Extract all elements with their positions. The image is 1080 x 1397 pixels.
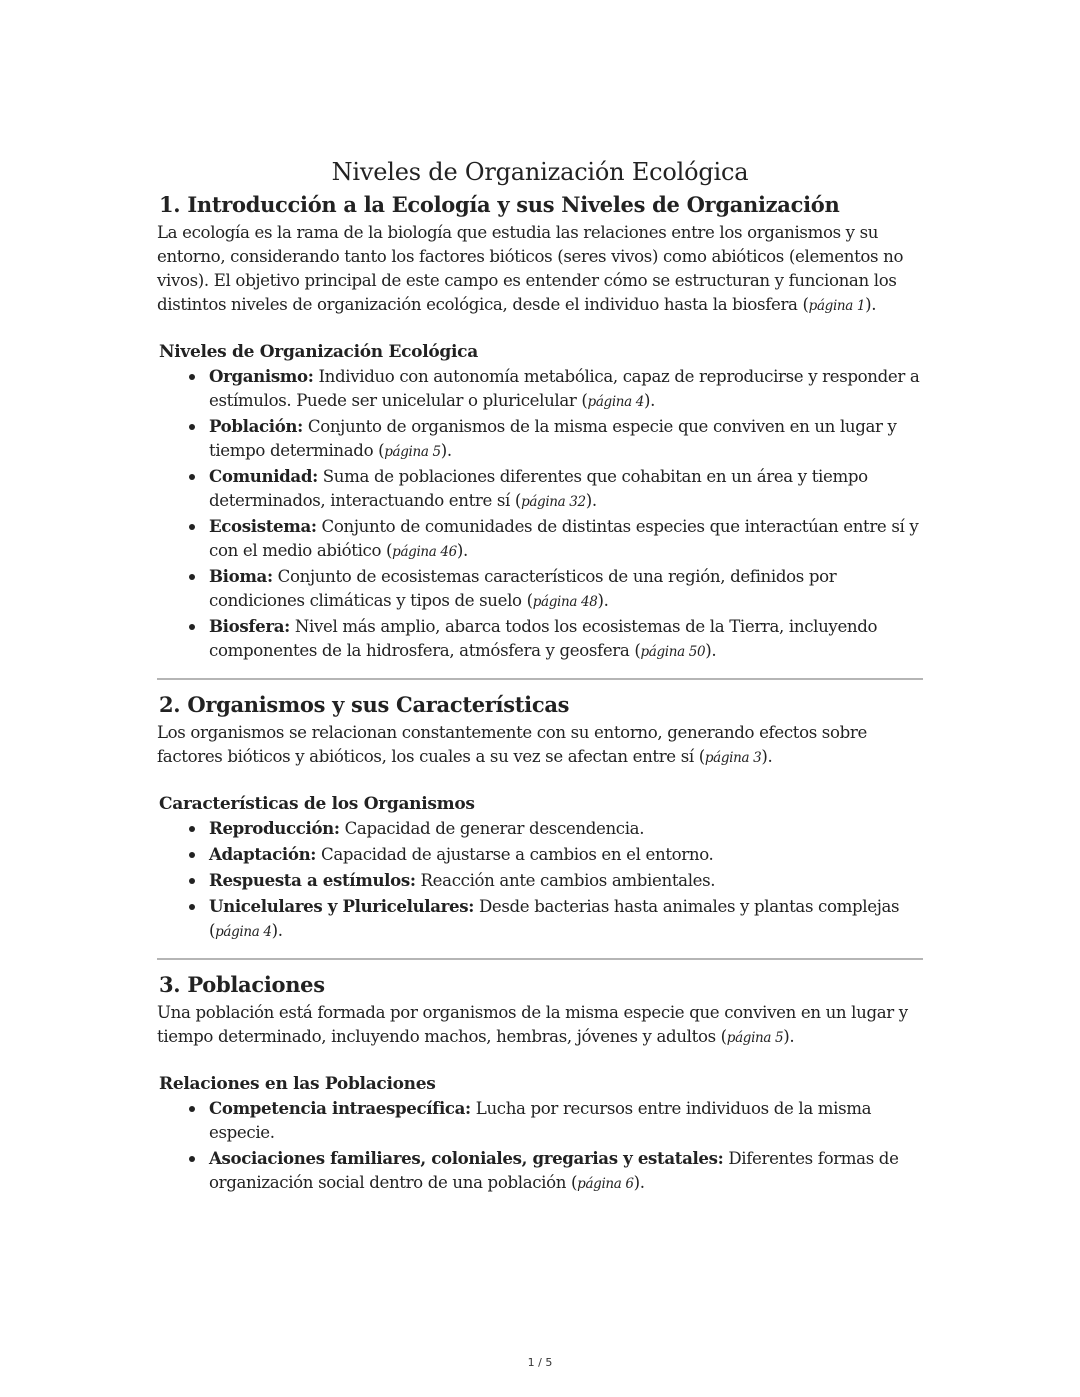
page-reference: página 3 xyxy=(704,750,762,766)
item-text: Suma de poblaciones diferentes que cohabitan en un área y tiempo determinados, interactuando entre sí ( xyxy=(209,467,868,510)
page-reference: página 4 xyxy=(587,394,645,410)
list-item xyxy=(209,816,923,842)
list-item xyxy=(209,842,923,868)
paragraph-text: Los organismos se relacionan constantemente con su entorno, generando efectos sobre factores bióticos y abióticos, los cuales a su vez se afectan entre sí ( xyxy=(157,723,867,766)
list-item xyxy=(209,514,923,564)
item-text: Reacción ante cambios ambientales. xyxy=(415,871,716,890)
list-item xyxy=(209,564,923,614)
section-organismos xyxy=(157,692,923,944)
item-term: Comunidad: xyxy=(209,466,318,486)
item-text: Capacidad de generar descendencia. xyxy=(339,819,645,838)
page-reference: página 48 xyxy=(532,594,598,610)
section-divider xyxy=(157,678,923,680)
section-heading: 3. Poblaciones xyxy=(159,972,325,997)
item-end: ). xyxy=(440,441,452,460)
item-term: Población: xyxy=(209,416,303,436)
item-term: Unicelulares y Pluricelulares: xyxy=(209,896,475,916)
list-item xyxy=(209,868,923,894)
item-end: ). xyxy=(271,921,283,940)
section-introduccion xyxy=(157,192,923,664)
list-item xyxy=(209,894,923,944)
page-reference: página 46 xyxy=(392,544,457,560)
document-page xyxy=(157,158,923,1196)
section-heading: 1. Introducción a la Ecología y sus Niveles de Organización xyxy=(159,192,840,217)
paragraph-end: ). xyxy=(865,295,877,314)
subsection-heading: Niveles de Organización Ecológica xyxy=(159,342,478,362)
item-end: ). xyxy=(633,1173,645,1192)
section-paragraph xyxy=(157,721,923,770)
section-paragraph xyxy=(157,1001,923,1050)
item-text: Desde bacterias hasta animales y plantas complejas ( xyxy=(209,897,900,940)
item-term: Organismo: xyxy=(209,366,314,386)
page-reference: página 4 xyxy=(215,924,272,940)
document-title: Niveles de Organización Ecológica xyxy=(331,158,749,186)
paragraph-end: ). xyxy=(761,747,773,766)
item-end: ). xyxy=(585,491,597,510)
subsection-heading: Características de los Organismos xyxy=(159,794,475,814)
paragraph-text: La ecología es la rama de la biología que estudia las relaciones entre los organismos y su entorno, considerando tanto los factores bióticos (seres vivos) como abióticos (elementos no vivos). El objetivo principal de este campo es entender cómo se estructuran y funcionan los distintos niveles de organización ecológica, desde el individuo hasta la biosfera ( xyxy=(157,223,904,314)
item-text: Conjunto de comunidades de distintas especies que interactúan entre sí y con el medio abiótico ( xyxy=(209,517,919,560)
item-term: Biosfera: xyxy=(209,616,290,636)
paragraph-end: ). xyxy=(783,1027,795,1046)
page-reference: página 50 xyxy=(640,644,706,660)
item-term: Bioma: xyxy=(209,566,273,586)
page-reference: página 5 xyxy=(384,444,441,460)
list-item xyxy=(209,1096,923,1146)
item-term: Ecosistema: xyxy=(209,516,317,536)
item-term: Asociaciones familiares, coloniales, gregarias y estatales: xyxy=(209,1148,724,1168)
item-end: ). xyxy=(456,541,468,560)
list-item xyxy=(209,414,923,464)
item-text: Conjunto de ecosistemas característicos de una región, definidos por condiciones climáticas y tipos de suelo ( xyxy=(209,567,837,610)
page-reference: página 1 xyxy=(808,298,866,314)
item-end: ). xyxy=(597,591,609,610)
section-poblaciones xyxy=(157,972,923,1196)
item-end: ). xyxy=(644,391,656,410)
list-item xyxy=(209,614,923,664)
item-text: Diferentes formas de organización social dentro de una población ( xyxy=(209,1149,899,1192)
page-reference: página 5 xyxy=(726,1030,784,1046)
page-reference: página 32 xyxy=(521,494,586,510)
subsection-heading: Relaciones en las Poblaciones xyxy=(159,1074,436,1094)
section-heading: 2. Organismos y sus Características xyxy=(159,692,570,717)
section-paragraph xyxy=(157,221,923,318)
list-item xyxy=(209,464,923,514)
item-text: Individuo con autonomía metabólica, capaz de reproducirse y responder a estímulos. Puede ser unicelular o pluricelular ( xyxy=(209,367,920,410)
item-term: Competencia intraespecífica: xyxy=(209,1098,471,1118)
paragraph-text: Una población está formada por organismos de la misma especie que conviven en un lugar y tiempo determinado, incluyendo machos, hembras, jóvenes y adultos ( xyxy=(157,1003,908,1046)
item-end: ). xyxy=(705,641,717,660)
item-text: Capacidad de ajustarse a cambios en el entorno. xyxy=(316,845,714,864)
item-text: Lucha por recursos entre individuos de la misma especie. xyxy=(209,1099,872,1142)
item-term: Adaptación: xyxy=(209,844,317,864)
section-divider xyxy=(157,958,923,960)
item-term: Respuesta a estímulos: xyxy=(209,870,416,890)
item-text: Conjunto de organismos de la misma especie que conviven en un lugar y tiempo determinado ( xyxy=(209,417,897,460)
bullet-list xyxy=(157,1096,923,1196)
bullet-list xyxy=(157,816,923,944)
item-term: Reproducción: xyxy=(209,818,340,838)
item-text: Nivel más amplio, abarca todos los ecosistemas de la Tierra, incluyendo componentes de la hidrosfera, atmósfera y geosfera ( xyxy=(209,617,878,660)
bullet-list xyxy=(157,364,923,664)
list-item xyxy=(209,364,923,414)
page-reference: página 6 xyxy=(577,1176,634,1192)
list-item xyxy=(209,1146,923,1196)
page-indicator: 1 / 5 xyxy=(527,1356,553,1369)
